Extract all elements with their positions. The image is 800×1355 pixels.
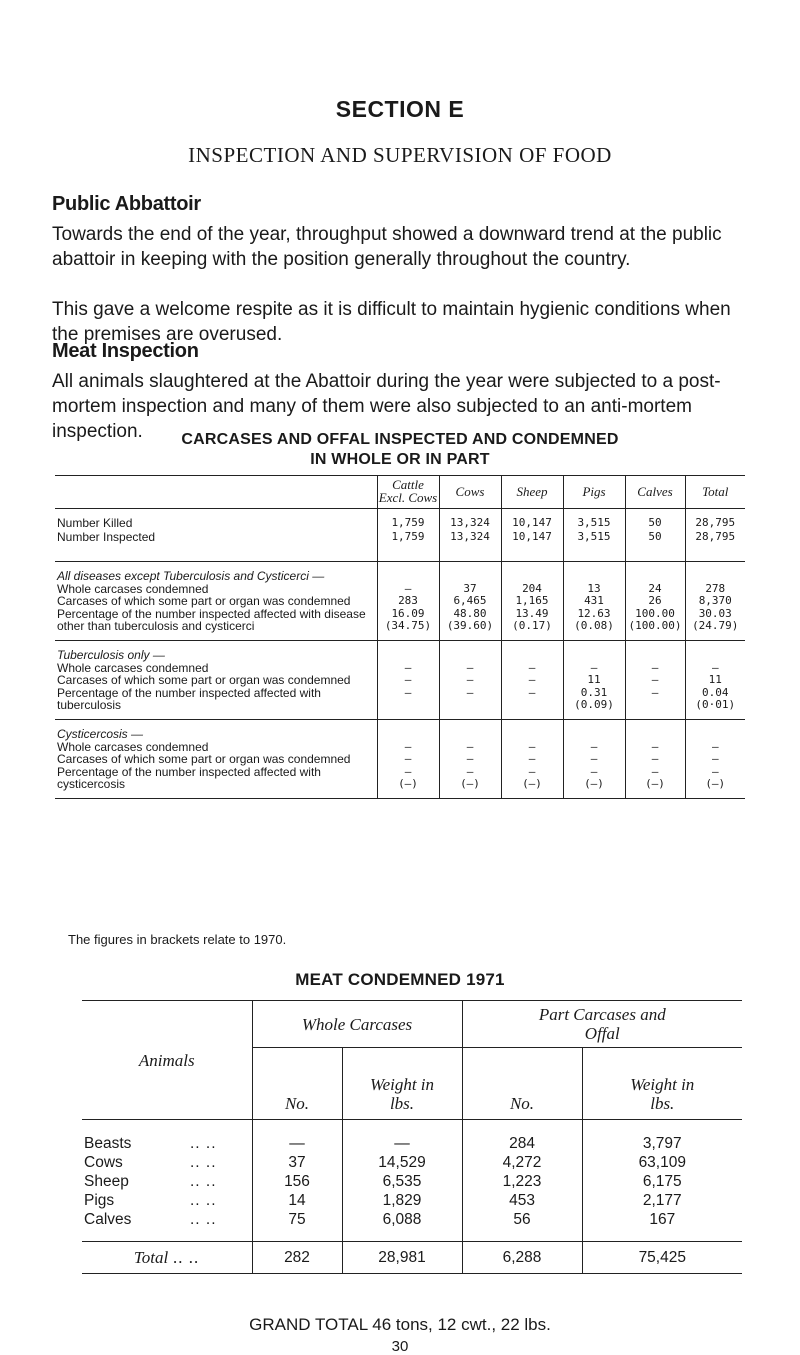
page-number: 30 xyxy=(391,1338,409,1355)
cell-prior-year: (0·01) xyxy=(695,698,736,711)
cell-main: — xyxy=(404,764,412,778)
table1-title-line1: CARCASES AND OFFAL INSPECTED AND CONDEMNED xyxy=(181,431,619,448)
cell-value: 3,797 xyxy=(582,1120,742,1154)
cell-main: 6,465 xyxy=(453,594,487,607)
cell-value xyxy=(377,608,439,641)
cell-prior-year: (0.08) xyxy=(574,619,614,632)
cell-value xyxy=(685,608,745,641)
cell-prior-year: (34.75) xyxy=(384,619,432,632)
cell-value xyxy=(625,608,685,641)
cell-value xyxy=(563,687,625,720)
cell-value xyxy=(685,674,745,687)
cell-main: 204 xyxy=(522,581,542,595)
group-title-row xyxy=(55,720,745,741)
cell-main: — xyxy=(528,660,536,674)
col-cattle: Cattle Excl. Cows xyxy=(377,476,439,509)
table2-title: MEAT CONDEMNED 1971 xyxy=(295,970,505,989)
table-row xyxy=(55,608,745,641)
cell-main: 24 xyxy=(648,581,662,595)
total-value: 28,981 xyxy=(342,1242,462,1274)
cell-main: 12.63 xyxy=(577,606,611,620)
cell-main: — xyxy=(651,685,659,699)
cell-value: — xyxy=(252,1120,342,1154)
meat-condemned-body xyxy=(82,1120,742,1274)
group-title: Tuberculosis only — xyxy=(57,648,165,662)
cell-main: — xyxy=(404,685,412,699)
row-label: Carcases of which some part or organ was condemned xyxy=(57,752,351,766)
total-value: 282 xyxy=(252,1242,342,1274)
cell-value xyxy=(625,595,685,608)
cell-main: — xyxy=(711,752,719,765)
cell-main: — xyxy=(711,660,719,674)
row-label: Percentage of the number inspected affected with disease other than tuberculosis and cysticerci xyxy=(57,606,366,633)
cell-main: — xyxy=(651,764,659,778)
row-label: Carcases of which some part or organ was condemned xyxy=(57,673,351,687)
animal-name: Pigs xyxy=(84,1192,115,1209)
table-row xyxy=(55,753,745,766)
cell-value: 14,529 xyxy=(342,1153,462,1172)
cell-value xyxy=(501,674,563,687)
col-sheep: Sheep xyxy=(501,476,563,509)
cell-value xyxy=(625,766,685,799)
animal-label: Pigs .. .. xyxy=(84,1192,217,1209)
table-row xyxy=(82,1210,742,1242)
cell-main: — xyxy=(466,673,474,686)
total-value: 75,425 xyxy=(582,1242,742,1274)
cell-value xyxy=(685,753,745,766)
group-title-row xyxy=(55,562,745,583)
cell-value: — xyxy=(342,1120,462,1154)
group-title: Cysticercosis — xyxy=(57,727,144,741)
cell-value: 6,088 xyxy=(342,1210,462,1242)
cell-value xyxy=(563,766,625,799)
section-title: SECTION E xyxy=(335,96,465,122)
cell-main: — xyxy=(651,739,659,753)
cell-value xyxy=(501,766,563,799)
cell-value xyxy=(377,595,439,608)
cell-value xyxy=(377,687,439,720)
cell-main: 1,165 xyxy=(515,594,549,607)
cell-prior-year xyxy=(378,699,439,715)
sub-whole-no: No. xyxy=(252,1048,342,1120)
abattoir-paragraph-1: Towards the end of the year, throughput showed a downward trend at the public abattoir in keeping with the position generally throughout the country. xyxy=(52,224,722,270)
main-title: INSPECTION AND SUPERVISION OF FOOD xyxy=(188,143,612,167)
cell-value: 28,795 xyxy=(685,509,745,531)
row-label: Whole carcases condemned xyxy=(57,581,209,596)
animal-label: Sheep .. .. xyxy=(84,1173,217,1190)
cell-main: 48.80 xyxy=(453,606,487,620)
cell-value xyxy=(563,608,625,641)
col-total: Total xyxy=(685,476,745,509)
group-whole-carcases: Whole Carcases xyxy=(252,1001,462,1048)
cell-value xyxy=(439,595,501,608)
cell-value xyxy=(563,674,625,687)
sub-part-no: No. xyxy=(462,1048,582,1120)
total-value: 6,288 xyxy=(462,1242,582,1274)
cell-main: 13 xyxy=(587,581,601,595)
animal-name: Beasts xyxy=(84,1135,132,1152)
cell-main: — xyxy=(404,581,412,595)
row-label: Whole carcases condemned xyxy=(57,660,209,675)
table-row xyxy=(82,1153,742,1172)
cell-value xyxy=(685,687,745,720)
cell-prior-year: (—) xyxy=(705,777,726,790)
cell-main: — xyxy=(466,685,474,699)
animal-name: Sheep xyxy=(84,1173,129,1190)
cell-main: — xyxy=(528,764,536,778)
animal-label: Calves .. .. xyxy=(84,1211,217,1228)
cell-main: — xyxy=(404,739,412,753)
cell-value: 1,759 xyxy=(377,509,439,531)
cell-value xyxy=(563,595,625,608)
table1-footnote: The figures in brackets relate to 1970. xyxy=(68,932,287,947)
cell-value: 4,272 xyxy=(462,1153,582,1172)
group-part-carcases: Part Carcases and Offal xyxy=(462,1001,742,1048)
cell-value: 14 xyxy=(252,1191,342,1210)
cell-value xyxy=(377,674,439,687)
cell-value: 75 xyxy=(252,1210,342,1242)
count-row xyxy=(55,509,745,531)
col-calves: Calves xyxy=(625,476,685,509)
cell-value: 3,515 xyxy=(563,509,625,531)
total-label: Total .. .. xyxy=(133,1248,200,1267)
cell-main: 278 xyxy=(705,581,726,595)
cell-main: 37 xyxy=(463,581,477,595)
cell-main: 100.00 xyxy=(635,606,675,620)
cell-value: 1,829 xyxy=(342,1191,462,1210)
carcases-table-header xyxy=(55,476,745,509)
cell-main: — xyxy=(590,752,598,765)
cell-value: 50 xyxy=(625,531,685,562)
cell-main: — xyxy=(590,739,598,753)
row-label: Whole carcases condemned xyxy=(57,739,209,754)
row-label: Number Inspected xyxy=(57,529,156,544)
total-row xyxy=(82,1242,742,1274)
cell-prior-year xyxy=(440,699,501,715)
cell-main: — xyxy=(404,752,412,765)
cell-main: — xyxy=(466,660,474,674)
cell-value xyxy=(501,595,563,608)
cell-value xyxy=(625,687,685,720)
cell-value xyxy=(625,674,685,687)
meat-inspection-paragraph: All animals slaughtered at the Abattoir during the year were subjected to a post-mortem inspection and many of them were also subjected to an anti-mortem inspection. xyxy=(52,371,721,442)
cell-value: 13,324 xyxy=(439,509,501,531)
cell-main: — xyxy=(651,660,659,674)
table-row xyxy=(82,1172,742,1191)
table1-title-line2: IN WHOLE OR IN PART xyxy=(310,451,490,468)
cell-main: 13.49 xyxy=(515,606,549,620)
cell-value xyxy=(685,595,745,608)
cell-main: 26 xyxy=(648,594,662,607)
cell-main: — xyxy=(590,660,598,674)
cell-value: 6,535 xyxy=(342,1172,462,1191)
cell-main: — xyxy=(711,764,719,778)
row-label: Percentage of the number inspected affected with cysticercosis xyxy=(57,764,321,791)
cell-main: 0.31 xyxy=(580,685,608,699)
cell-value: 453 xyxy=(462,1191,582,1210)
cell-value xyxy=(377,766,439,799)
table-row xyxy=(55,595,745,608)
cell-prior-year: (24.79) xyxy=(692,619,739,632)
cell-main: — xyxy=(466,752,474,765)
row-label: Percentage of the number inspected affected with tuberculosis xyxy=(57,685,321,712)
cell-main: 30.03 xyxy=(698,606,732,620)
cell-value xyxy=(439,674,501,687)
cell-value xyxy=(439,687,501,720)
cell-prior-year: (—) xyxy=(522,777,542,790)
table-row xyxy=(55,674,745,687)
cell-prior-year: (—) xyxy=(398,777,418,790)
cell-main: — xyxy=(651,752,659,765)
cell-value xyxy=(685,766,745,799)
group-title: All diseases except Tuberculosis and Cysticerci — xyxy=(57,569,325,583)
cell-main: — xyxy=(711,739,719,753)
cell-value: 13,324 xyxy=(439,531,501,562)
cell-value xyxy=(501,608,563,641)
cell-main: 283 xyxy=(398,594,418,607)
cell-value xyxy=(501,687,563,720)
cell-main: — xyxy=(404,673,412,686)
cell-value: 10,147 xyxy=(501,509,563,531)
cell-main: — xyxy=(528,673,536,686)
cell-main: — xyxy=(528,739,536,753)
cell-prior-year: (—) xyxy=(460,777,480,790)
cell-value: 167 xyxy=(582,1210,742,1242)
abattoir-heading: Public Abbattoir xyxy=(52,193,201,215)
group-title-row xyxy=(55,641,745,662)
cell-main: — xyxy=(466,764,474,778)
cell-main: 11 xyxy=(708,673,722,686)
table-row xyxy=(82,1120,742,1154)
abattoir-paragraph-2: This gave a welcome respite as it is difficult to maintain hygienic conditions when the premises are overused. xyxy=(52,299,731,345)
cell-prior-year xyxy=(626,699,685,715)
cell-value: 6,175 xyxy=(582,1172,742,1191)
col-animals: Animals xyxy=(82,1001,252,1120)
cell-main: 431 xyxy=(584,594,604,607)
table-row xyxy=(55,766,745,799)
cell-prior-year: (—) xyxy=(584,777,604,790)
count-row xyxy=(55,531,745,562)
animal-name: Calves xyxy=(84,1211,132,1228)
cell-main: — xyxy=(466,739,474,753)
animal-name: Cows xyxy=(84,1154,123,1171)
cell-prior-year: (—) xyxy=(645,777,665,790)
cell-value: 37 xyxy=(252,1153,342,1172)
cell-main: 16.09 xyxy=(391,606,425,620)
animal-label: Cows .. .. xyxy=(84,1154,217,1171)
cell-main: — xyxy=(651,673,659,686)
meat-inspection-heading: Meat Inspection xyxy=(52,340,199,362)
cell-value xyxy=(439,608,501,641)
meat-condemned-table xyxy=(82,1000,742,1274)
cell-value: 28,795 xyxy=(685,531,745,562)
table-row xyxy=(55,687,745,720)
cell-value: 1,223 xyxy=(462,1172,582,1191)
cell-value: 50 xyxy=(625,509,685,531)
cell-prior-year: (0.17) xyxy=(512,619,552,632)
sub-part-weight: Weight in lbs. xyxy=(582,1048,742,1120)
cell-value xyxy=(377,753,439,766)
cell-value xyxy=(563,753,625,766)
cell-value: 2,177 xyxy=(582,1191,742,1210)
cell-value: 63,109 xyxy=(582,1153,742,1172)
table-row xyxy=(82,1191,742,1210)
cell-value: 284 xyxy=(462,1120,582,1154)
carcases-table xyxy=(55,475,745,799)
cell-main: — xyxy=(528,685,536,699)
cell-main: 11 xyxy=(587,673,601,686)
row-label: Number Killed xyxy=(57,516,133,530)
cell-value xyxy=(439,766,501,799)
cell-value: 56 xyxy=(462,1210,582,1242)
cell-prior-year: (39.60) xyxy=(446,619,494,632)
cell-value: 3,515 xyxy=(563,531,625,562)
cell-value: 10,147 xyxy=(501,531,563,562)
cell-main: — xyxy=(404,660,412,674)
col-pigs: Pigs xyxy=(563,476,625,509)
col-cows: Cows xyxy=(439,476,501,509)
cell-main: 8,370 xyxy=(698,594,732,607)
cell-value xyxy=(501,753,563,766)
cell-prior-year: (0.09) xyxy=(574,698,614,711)
sub-whole-weight: Weight in lbs. xyxy=(342,1048,462,1120)
cell-value: 156 xyxy=(252,1172,342,1191)
row-label: Carcases of which some part or organ was condemned xyxy=(57,594,351,608)
cell-prior-year: (100.00) xyxy=(628,619,682,632)
cell-main: — xyxy=(528,752,536,765)
animal-label: Beasts .. .. xyxy=(84,1135,217,1152)
cell-value xyxy=(439,753,501,766)
cell-value xyxy=(625,753,685,766)
carcases-table-body xyxy=(55,509,745,799)
cell-main: — xyxy=(590,764,598,778)
cell-prior-year xyxy=(502,699,563,715)
cell-main: 0.04 xyxy=(702,685,729,699)
grand-total: GRAND TOTAL 46 tons, 12 cwt., 22 lbs. xyxy=(249,1315,551,1334)
cell-value: 1,759 xyxy=(377,531,439,562)
